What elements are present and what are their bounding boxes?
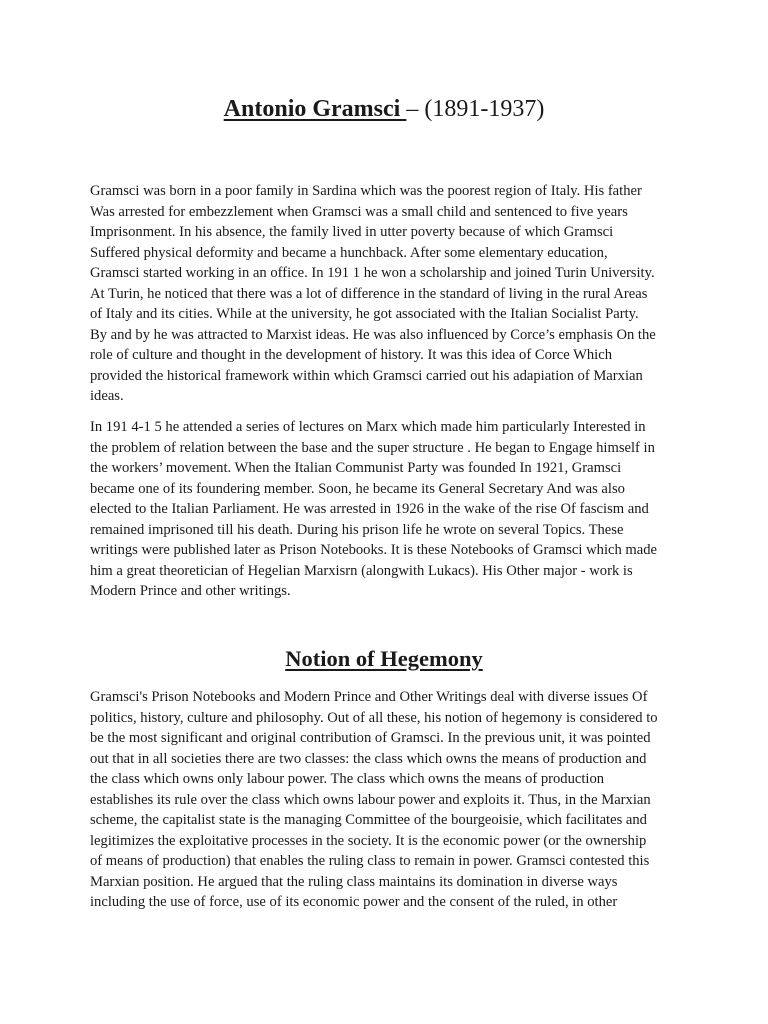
title-dates: – (1891-1937) <box>406 96 545 122</box>
section-heading-hegemony: Notion of Hegemony <box>285 646 483 671</box>
hegemony-paragraph: Gramsci's Prison Notebooks and Modern Prince and Other Writings deal with diverse issues Of politics, history, culture and philosophy. Out of all these, his notion of hegemony is considered to be the most significant and original contribution of Gramsci. In the previous unit, it was pointed out that in all societies there are two classes: the class which owns the means of production and the class which owns only labour power. The class which owns the means of production establishes its rule over the class which owns labour power and exploits it. Thus, in the Marxian scheme, the capitalist state is the managing Committee of the bourgeoisie, which facilitates and legitimizes the exploitative processes in the society. It is the economic power (or the ownership of means of production) that enables the ruling class to remain in power. Gramsci contested this Marxian position. He argued that the ruling class maintains its domination in diverse ways including the use of force, use of its economic power and the consent of the ruled, in other <box>90 689 658 910</box>
biography-paragraph-2: In 191 4-1 5 he attended a series of lectures on Marx which made him particularly Interested in the problem of relation between the base and the super structure . He began to Engage himself in the workers’ movement. When the Italian Communist Party was founded In 1921, Gramsci became one of its foundering member. Soon, he became its General Secretary And was also elected to the Italian Parliament. He was arrested in 1926 in the wake of the rise Of fascism and remained imprisoned till his death. During his prison life he wrote on several Topics. These writings were published later as Prison Notebooks. It is these Notebooks of Gramsci which made him a great theoretician of Hegelian Marxisrn (alongwith Lukacs). His Other major - work is Modern Prince and other writings. <box>90 419 658 599</box>
document-title <box>0 94 768 124</box>
title-name: Antonio Gramsci <box>223 96 407 122</box>
biography-paragraph-1: Gramsci was born in a poor family in Sardina which was the poorest region of Italy. His father Was arrested for embezzlement when Gramsci was a small child and sentenced to five years Imprisonment. In his absence, the family lived in utter poverty because of which Gramsci Suffered physical deformity and became a hunchback. After some elementary education, Gramsci started working in an office. In 191 1 he won a scholarship and joined Turin University. At Turin, he noticed that there was a lot of difference in the standard of living in the rural Areas of Italy and its cities. While at the university, he got associated with the Italian Socialist Party. By and by he was attracted to Marxist ideas. He was also influenced by Corce’s emphasis On the role of culture and thought in the development of history. It was this idea of Corce Which provided the historical framework within which Gramsci carried out his adapiation of Marxian ideas. <box>90 183 656 404</box>
